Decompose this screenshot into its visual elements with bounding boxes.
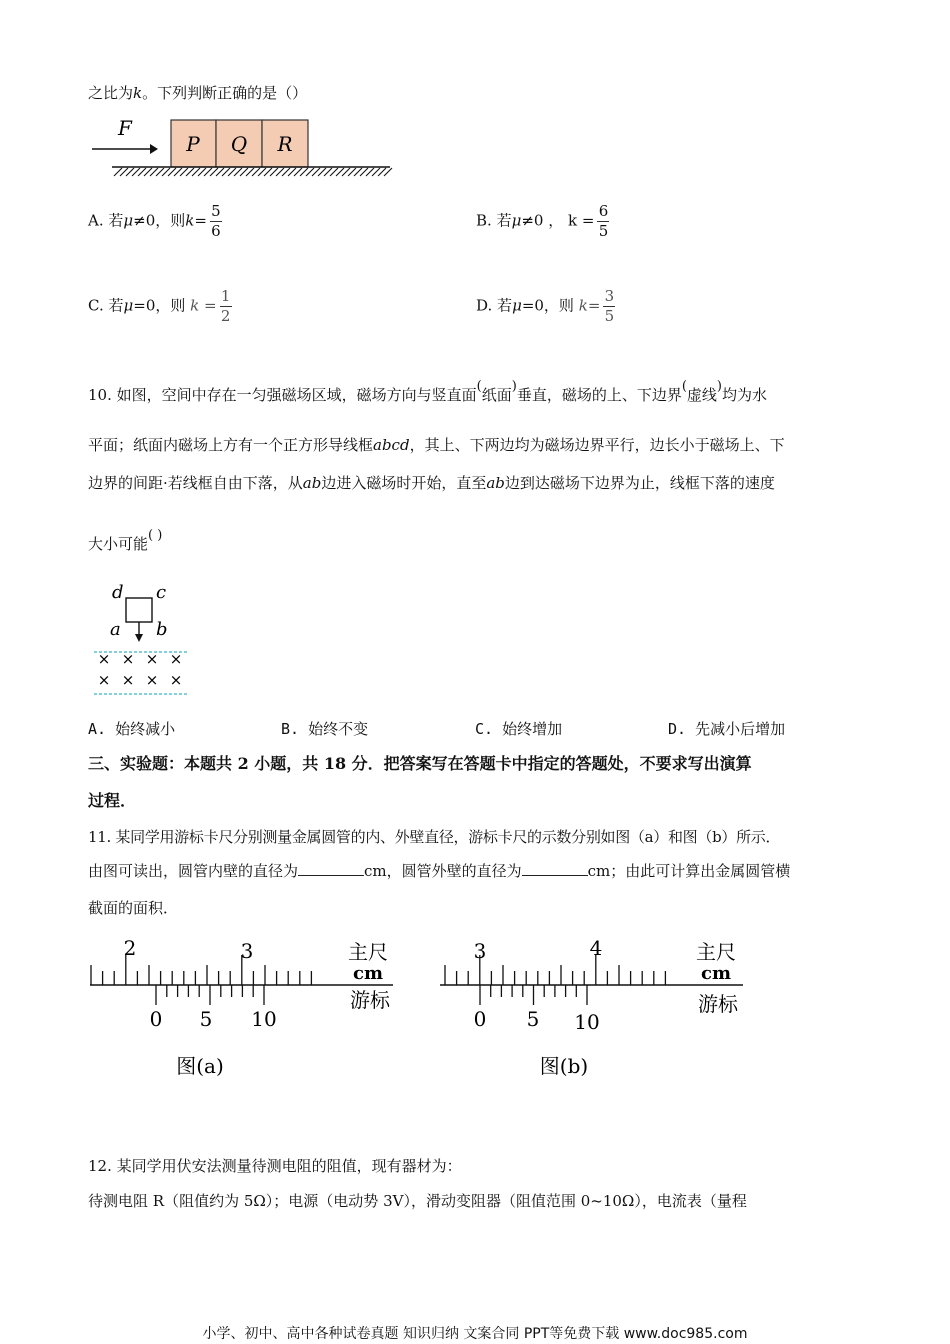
q10-line-3: 边界的间距·若线框自由下落，从ab边进入磁场时开始，直至ab边到达磁场下边界为止，线框下落的速度 [88,474,775,492]
q9-intro: 之比为k。下列判断正确的是（） [88,84,308,102]
square-loop [126,598,152,622]
q10-line-2: 平面；纸面内磁场上方有一个正方形导线框abcd，其上、下两边均为磁场边界平行，边长小于磁场上、下 [88,436,785,454]
q10-option-c[interactable]: C. 始终增加 [475,720,563,738]
q11-line-1: 11. 某同学用游标卡尺分别测量金属圆管的内、外壁直径，游标卡尺的示数分别如图（a）和图（b）所示． [88,828,781,846]
field-cross: × [97,650,111,668]
q11-line-3: 截面的面积． [88,899,179,917]
fraction: $\frac{3}{5}$ [604,287,615,325]
main-scale-label: 主尺 [696,940,736,964]
vernier-tick-label: 5 [526,1007,540,1031]
vernier-scale-ticks [480,985,587,1005]
vernier-scale-label: 游标 [350,988,390,1012]
main-tick-label: 3 [240,939,254,963]
q9-option-d[interactable]: D. 若μ=0，则 k= $\frac{3}{5}$ [476,287,615,325]
section-3-heading-line-2: 过程． [88,791,137,810]
block-r-label: R [277,132,293,156]
vernier-tick-label: 0 [149,1007,163,1031]
fraction: $\frac{6}{5}$ [598,202,609,240]
field-crosses [98,650,183,689]
vernier-scale-label: 游标 [698,992,738,1016]
vernier-tick-label: 10 [574,1010,600,1034]
block-p [171,120,216,167]
q10-option-b[interactable]: B. 始终不变 [281,720,369,738]
q12-line-1: 12. 某同学用伏安法测量待测电阻的阻值，现有器材为： [88,1157,462,1175]
q10-magnetic-field-figure [88,578,198,700]
corner-a-label: a [110,619,121,640]
main-tick-label: 4 [589,936,603,960]
vernier-tick-label: 0 [473,1007,487,1031]
vernier-tick-label: 5 [199,1007,213,1031]
corner-b-label: b [156,619,168,640]
force-arrow-head [150,144,158,154]
main-scale-label: 主尺 [348,940,388,964]
figure-caption: 图(a) [176,1054,224,1078]
page-footer: 小学、初中、高中各种试卷真题 知识归纳 文案合同 PPT等免费下载 www.doc985.com [202,1326,748,1342]
fall-arrow-head [135,634,143,642]
q9-force-blocks-figure [80,112,400,184]
main-tick-label: 2 [123,936,137,960]
block-q [216,120,262,167]
caliper-figure-b [438,935,748,1085]
block-r [262,120,308,167]
q9-option-c[interactable]: C. 若μ=0，则 k = $\frac{1}{2}$ [88,287,231,325]
section-3-heading-line-1: 三、实验题：本题共 2 小题，共 18 分．把答案写在答题卡中指定的答题处，不要求写出演算 [88,754,752,773]
q9-option-a[interactable]: A. 若μ≠0，则k= $\frac{5}{6}$ [88,202,221,240]
q10-option-a[interactable]: A. 始终减小 [88,720,176,738]
ground-hatching [114,168,392,176]
q12-line-2: 待测电阻 R（阻值约为 5Ω）；电源（电动势 3V），滑动变阻器（阻值范围 0~10Ω），电流表（量程 [88,1192,747,1210]
answer-blank-inner[interactable] [298,861,364,876]
block-q-label: Q [230,132,248,156]
q10-option-d[interactable]: D. 先减小后增加 [668,720,786,738]
unit-label: cm [700,963,732,984]
field-cross: × [145,671,159,689]
field-cross: × [169,671,183,689]
field-cross: × [121,650,135,668]
corner-c-label: c [156,582,167,603]
answer-blank-outer[interactable] [522,861,588,876]
force-label: F [118,116,132,140]
q10-line-4: 大小可能( ) [88,528,163,553]
q11-line-2: 由图可读出，圆管内壁的直径为 cm，圆管外壁的直径为 cm；由此可计算出金属圆管横 [88,862,791,880]
field-cross: × [145,650,159,668]
fraction: $\frac{5}{6}$ [211,202,221,240]
caliper-figure-a [88,935,398,1085]
main-tick-label: 3 [473,939,487,963]
unit-label: cm [352,963,384,984]
field-cross: × [169,650,183,668]
field-cross: × [97,671,111,689]
vernier-scale-ticks [156,985,264,1005]
q10-line-1: 10. 如图，空间中存在一匀强磁场区域，磁场方向与竖直面(纸面)垂直，磁场的上、下边界(虚线)均为水 [88,379,768,404]
fraction: $\frac{1}{2}$ [220,287,231,325]
field-cross: × [121,671,135,689]
block-p-label: P [186,132,200,156]
vernier-tick-label: 10 [251,1007,277,1031]
figure-caption: 图(b) [539,1054,589,1078]
corner-d-label: d [112,582,124,603]
q9-option-b[interactable]: B. 若μ≠0 ， k = $\frac{6}{5}$ [476,202,609,240]
